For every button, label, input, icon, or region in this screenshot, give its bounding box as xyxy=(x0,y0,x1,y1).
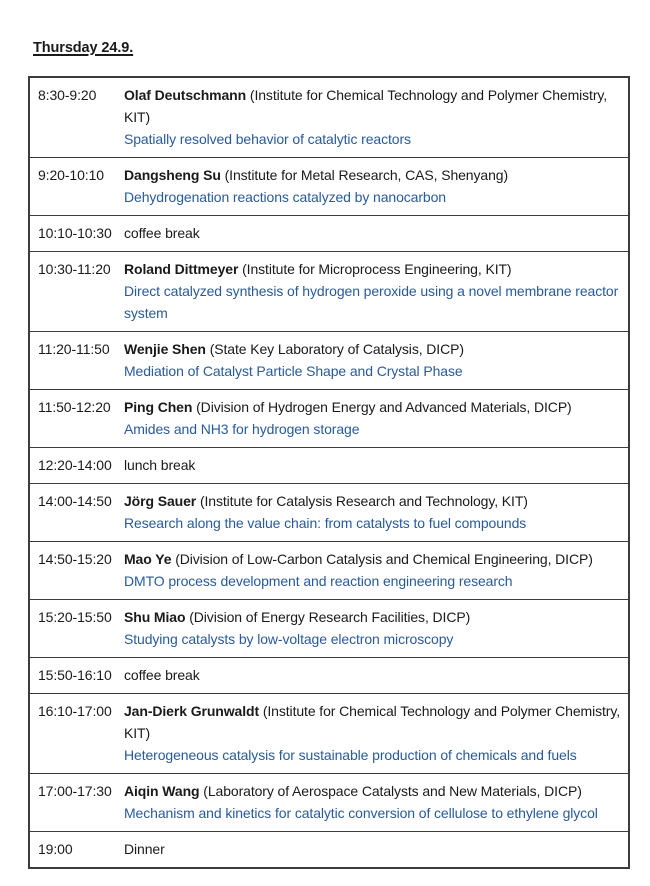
table-row xyxy=(30,78,628,158)
speaker-affiliation: (Institute for Microprocess Engineering, KIT) xyxy=(242,261,512,277)
speaker-affiliation: (State Key Laboratory of Catalysis, DICP) xyxy=(209,341,464,357)
table-row xyxy=(30,252,628,332)
table-row xyxy=(30,774,628,832)
speaker-line xyxy=(124,258,622,280)
speaker-name: Aiqin Wang xyxy=(124,783,200,799)
break-label: lunch break xyxy=(124,457,196,473)
table-row xyxy=(30,694,628,774)
time-cell: 17:00-17:30 xyxy=(38,783,112,799)
schedule-table xyxy=(28,76,630,869)
session-cell xyxy=(124,338,628,382)
table-row xyxy=(30,216,628,252)
session-cell xyxy=(124,606,628,650)
table-row xyxy=(30,600,628,658)
speaker-line xyxy=(124,606,622,628)
table-row xyxy=(30,332,628,390)
session-cell xyxy=(124,222,628,244)
talk-title: Heterogeneous catalysis for sustainable production of chemicals and fuels xyxy=(124,747,577,763)
time-cell: 19:00 xyxy=(38,841,73,857)
speaker-affiliation: (Institute for Catalysis Research and Technology, KIT) xyxy=(199,493,528,509)
speaker-name: Roland Dittmeyer xyxy=(124,261,239,277)
page-title: Thursday 24.9. xyxy=(33,40,134,56)
time-cell: 12:20-14:00 xyxy=(38,457,112,473)
session-cell xyxy=(124,164,628,208)
speaker-line xyxy=(124,780,622,802)
time-cell: 9:20-10:10 xyxy=(38,167,104,183)
talk-title: Research along the value chain: from catalysts to fuel compounds xyxy=(124,515,527,531)
session-cell xyxy=(124,490,628,534)
speaker-name: Jörg Sauer xyxy=(124,493,197,509)
session-cell xyxy=(124,548,628,592)
time-cell: 10:30-11:20 xyxy=(38,261,111,277)
speaker-line xyxy=(124,700,622,744)
speaker-line xyxy=(124,396,622,418)
speaker-line xyxy=(124,164,622,186)
time-cell: 14:00-14:50 xyxy=(38,493,112,509)
session-cell xyxy=(124,258,628,324)
table-row xyxy=(30,484,628,542)
talk-title: Dehydrogenation reactions catalyzed by nanocarbon xyxy=(124,189,446,205)
session-cell xyxy=(124,664,628,686)
speaker-name: Olaf Deutschmann xyxy=(124,87,247,103)
speaker-name: Jan-Dierk Grunwaldt xyxy=(124,703,260,719)
speaker-line xyxy=(124,338,622,360)
table-row xyxy=(30,832,628,867)
time-cell: 14:50-15:20 xyxy=(38,551,112,567)
talk-title: DMTO process development and reaction engineering research xyxy=(124,573,513,589)
table-row xyxy=(30,158,628,216)
speaker-name: Mao Ye xyxy=(124,551,172,567)
break-label: coffee break xyxy=(124,667,200,683)
speaker-name: Ping Chen xyxy=(124,399,193,415)
talk-title: Spatially resolved behavior of catalytic reactors xyxy=(124,131,411,147)
session-cell xyxy=(124,454,628,476)
time-cell: 15:20-15:50 xyxy=(38,609,112,625)
session-cell xyxy=(124,84,628,150)
speaker-name: Shu Miao xyxy=(124,609,186,625)
break-label: coffee break xyxy=(124,225,200,241)
table-row xyxy=(30,448,628,484)
table-row xyxy=(30,390,628,448)
speaker-name: Wenjie Shen xyxy=(124,341,206,357)
time-cell: 8:30-9:20 xyxy=(38,87,97,103)
speaker-line xyxy=(124,490,622,512)
talk-title: Studying catalysts by low-voltage electron microscopy xyxy=(124,631,454,647)
talk-title: Mediation of Catalyst Particle Shape and Crystal Phase xyxy=(124,363,463,379)
speaker-affiliation: (Division of Hydrogen Energy and Advanced Materials, DICP) xyxy=(196,399,572,415)
speaker-affiliation: (Institute for Metal Research, CAS, Shenyang) xyxy=(224,167,509,183)
session-cell xyxy=(124,700,628,766)
talk-title: Direct catalyzed synthesis of hydrogen peroxide using a novel membrane reactor system xyxy=(124,283,619,321)
speaker-line xyxy=(124,84,622,128)
talk-title: Amides and NH3 for hydrogen storage xyxy=(124,421,360,437)
table-row xyxy=(30,542,628,600)
time-cell: 16:10-17:00 xyxy=(38,703,112,719)
session-cell xyxy=(124,396,628,440)
speaker-affiliation: (Laboratory of Aerospace Catalysts and New Materials, DICP) xyxy=(203,783,582,799)
table-row xyxy=(30,658,628,694)
break-label: Dinner xyxy=(124,841,165,857)
time-cell: 11:50-12:20 xyxy=(38,399,111,415)
time-cell: 10:10-10:30 xyxy=(38,225,112,241)
speaker-affiliation: (Division of Low-Carbon Catalysis and Chemical Engineering, DICP) xyxy=(175,551,593,567)
session-cell xyxy=(124,838,628,860)
speaker-name: Dangsheng Su xyxy=(124,167,221,183)
speaker-affiliation: (Division of Energy Research Facilities, DICP) xyxy=(189,609,471,625)
session-cell xyxy=(124,780,628,824)
time-cell: 11:20-11:50 xyxy=(38,341,110,357)
speaker-affiliation: (Institute for Chemical Technology and Polymer Chemistry, KIT) xyxy=(124,703,620,741)
time-cell: 15:50-16:10 xyxy=(38,667,112,683)
speaker-line xyxy=(124,548,622,570)
speaker-affiliation: (Institute for Chemical Technology and Polymer Chemistry, KIT) xyxy=(124,87,608,125)
talk-title: Mechanism and kinetics for catalytic conversion of cellulose to ethylene glycol xyxy=(124,805,598,821)
